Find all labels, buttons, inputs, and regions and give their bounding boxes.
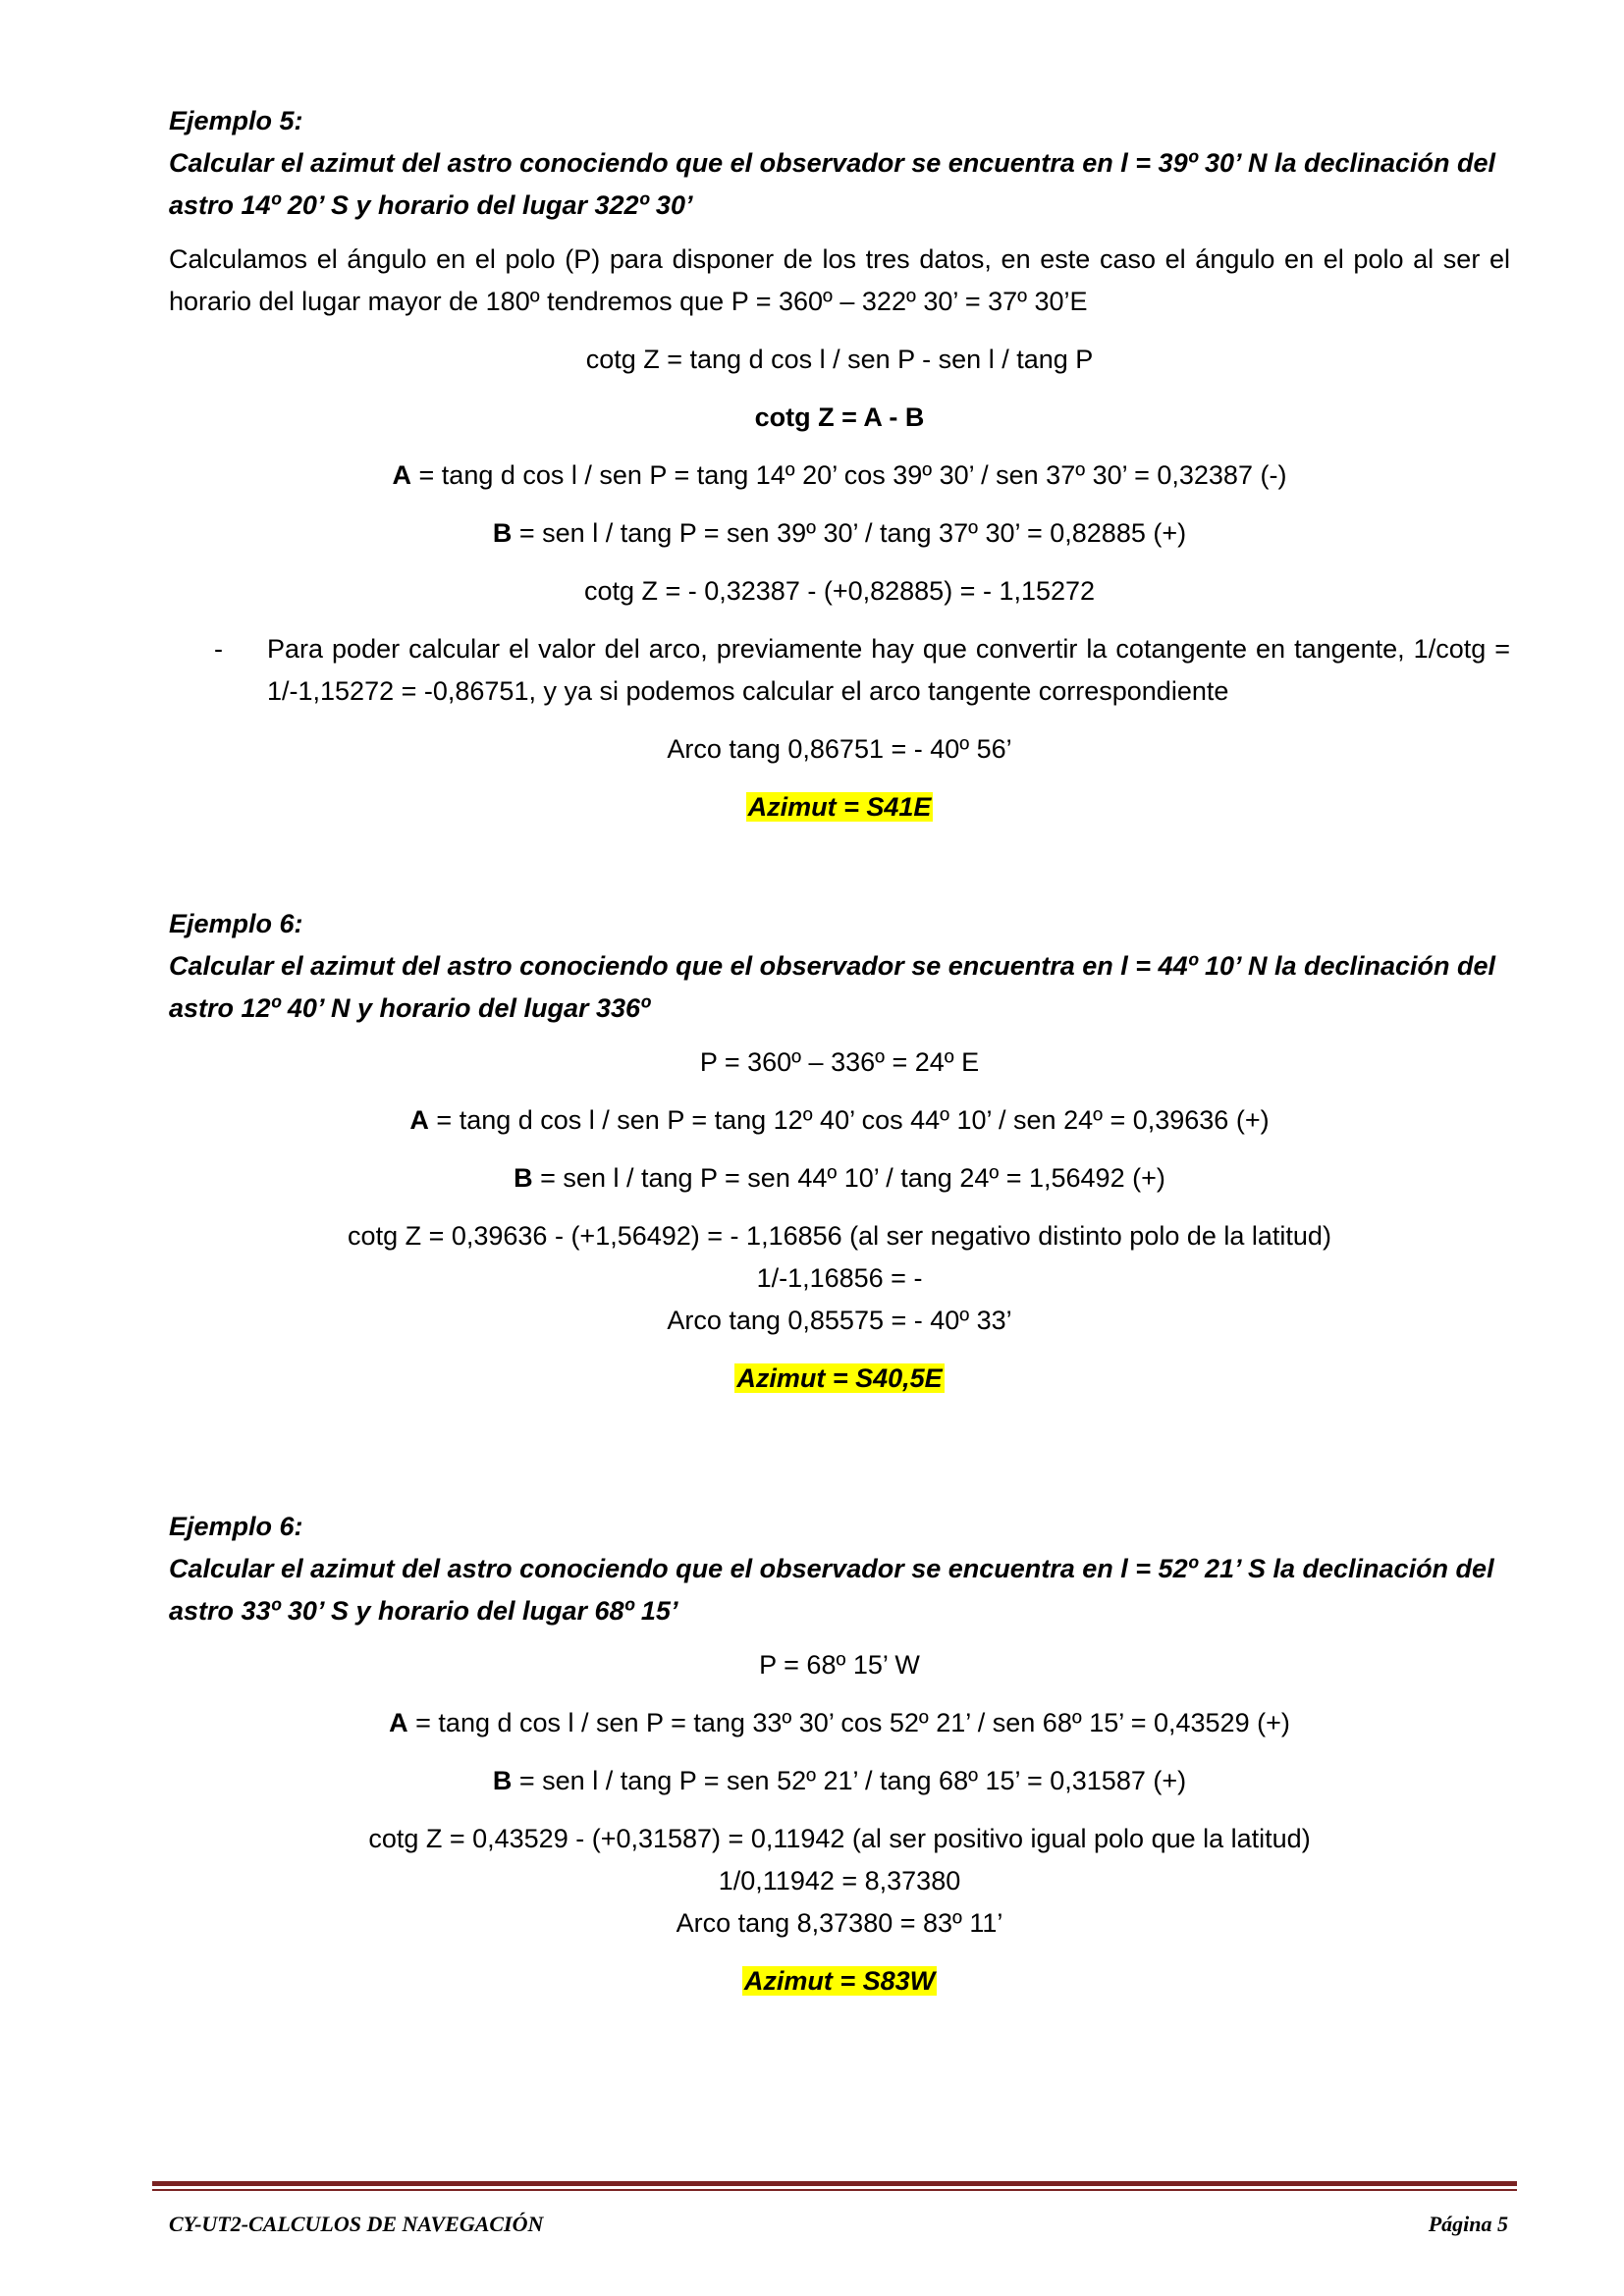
example-6a-a-line — [169, 1099, 1510, 1142]
bullet-text: Para poder calcular el valor del arco, previamente hay que convertir la cotangente en tangente, 1/cotg = 1/-1,15272 = -0,86751, y ya si podemos calcular el arco tangente correspondiente — [267, 634, 1510, 706]
a-text: = tang d cos l / sen P = tang 14º 20’ cos 39º 30’ / sen 37º 30’ = 0,32387 (-) — [411, 460, 1287, 490]
a-label: A — [389, 1708, 408, 1737]
a-label: A — [409, 1105, 429, 1135]
b-label: B — [492, 518, 513, 548]
example-5-formula: cotg Z = tang d cos l / sen P - sen l / tang P — [585, 345, 1094, 374]
b-label: B — [492, 1766, 513, 1795]
example-5-title: Ejemplo 5: — [169, 106, 303, 135]
example-6b-statement: Calcular el azimut del astro conociendo que el observador se encuentra en l = 52º 21’ S la declinación del astro 33º 30’ S y horario del lugar 68º 15’ — [169, 1554, 1494, 1626]
b-text: = sen l / tang P = sen 52º 21’ / tang 68º 15’ = 0,31587 (+) — [512, 1766, 1187, 1795]
example-6b-b-line — [169, 1760, 1510, 1802]
example-5-bullet — [169, 628, 1510, 713]
example-5-b-line — [169, 512, 1510, 555]
example-5-intro: Calculamos el ángulo en el polo (P) para disponer de los tres datos, en este caso el ángulo en el polo al ser el horario del lugar mayor de 180º tendremos que P = 360º – 322º 30’ = 37º 30’E — [169, 244, 1510, 316]
example-6b-p: P = 68º 15’ W — [759, 1650, 920, 1680]
example-5-statement: Calcular el azimut del astro conociendo que el observador se encuentra en l = 39º 30’ N la declinación del astro 14º 20’ S y horario del lugar 322º 30’ — [169, 148, 1496, 220]
example-6b-title: Ejemplo 6: — [169, 1512, 303, 1541]
example-5-cotg: cotg Z = - 0,32387 - (+0,82885) = - 1,15272 — [583, 576, 1096, 606]
footer-page-number: Página 5 — [1428, 2212, 1508, 2236]
spacer — [169, 1400, 1510, 1506]
example-6b-header — [169, 1506, 1510, 1632]
example-6a-inv: 1/-1,16856 = - — [756, 1263, 923, 1293]
example-6b-arc: Arco tang 8,37380 = 83º 11’ — [676, 1908, 1003, 1938]
a-text: = tang d cos l / sen P = tang 12º 40’ cos 44º 10’ / sen 24º = 0,39636 (+) — [428, 1105, 1270, 1135]
example-6a-arc: Arco tang 0,85575 = - 40º 33’ — [667, 1306, 1012, 1335]
example-6a-title: Ejemplo 6: — [169, 909, 303, 938]
footer-divider — [152, 2181, 1517, 2186]
example-5-result — [169, 786, 1510, 828]
b-text: = sen l / tang P = sen 44º 10’ / tang 24º = 1,56492 (+) — [532, 1163, 1165, 1193]
example-5-header — [169, 100, 1510, 227]
footer-document-title: CY-UT2-CALCULOS DE NAVEGACIÓN — [169, 2212, 544, 2236]
example-5-formula-ab: cotg Z = A - B — [754, 402, 925, 432]
example-6a-header — [169, 903, 1510, 1030]
example-6a-statement: Calcular el azimut del astro conociendo que el observador se encuentra en l = 44º 10’ N la declinación del astro 12º 40’ N y horario del lugar 336º — [169, 951, 1496, 1023]
b-label: B — [514, 1163, 533, 1193]
example-6b-cotg: cotg Z = 0,43529 - (+0,31587) = 0,11942 (al ser positivo igual polo que la latitud) — [368, 1824, 1311, 1853]
result-highlight: Azimut = S40,5E — [736, 1363, 943, 1393]
example-5-a-line — [169, 454, 1510, 497]
a-text: = tang d cos l / sen P = tang 33º 30’ cos 52º 21’ / sen 68º 15’ = 0,43529 (+) — [407, 1708, 1290, 1737]
example-5-arc: Arco tang 0,86751 = - 40º 56’ — [667, 734, 1012, 764]
a-label: A — [392, 460, 412, 490]
b-text: = sen l / tang P = sen 39º 30’ / tang 37º 30’ = 0,82885 (+) — [512, 518, 1187, 548]
example-6a-result — [169, 1358, 1510, 1400]
result-highlight: Azimut = S41E — [747, 792, 932, 822]
example-6a-cotg: cotg Z = 0,39636 - (+1,56492) = - 1,16856 (al ser negativo distinto polo de la latitud) — [348, 1221, 1331, 1251]
example-6a-p: P = 360º – 336º = 24º E — [699, 1047, 980, 1077]
spacer — [169, 828, 1510, 903]
example-6a-b-line — [169, 1157, 1510, 1200]
result-highlight: Azimut = S83W — [743, 1966, 936, 1996]
example-6b-inv: 1/0,11942 = 8,37380 — [718, 1866, 961, 1896]
example-6b-a-line — [169, 1702, 1510, 1744]
footer-divider-thin — [152, 2189, 1517, 2191]
page-content — [169, 100, 1510, 2002]
bullet-dash: - — [214, 634, 223, 664]
example-6b-result — [169, 1960, 1510, 2002]
